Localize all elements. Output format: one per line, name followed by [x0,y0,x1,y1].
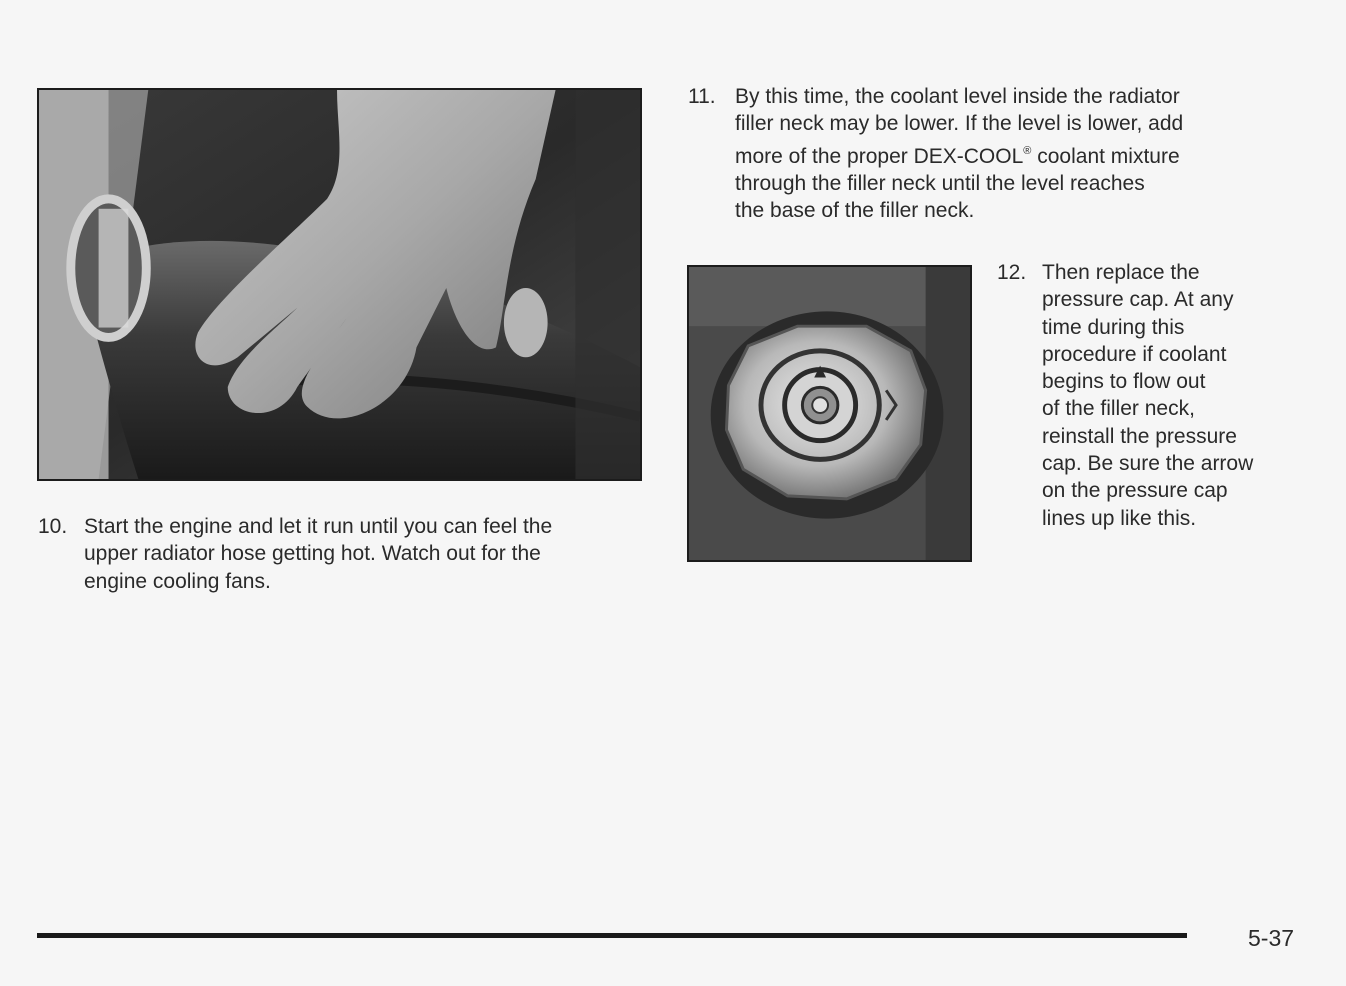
step-line: the base of the filler neck. [735,199,975,223]
step-number: 12. [997,261,1027,284]
step-text [1042,259,1327,532]
step-text [84,513,638,595]
pressure-cap-image [689,267,970,560]
step-line-continued: coolant mixture [1037,144,1180,168]
step-line: time during this [1042,315,1185,339]
step-line: begins to flow out [1042,370,1206,394]
step-12 [997,259,1327,532]
registered-mark: ® [1023,144,1032,157]
step-line: cap. Be sure the arrow [1042,452,1254,476]
step-line: Then replace the [1042,261,1200,284]
step-line: procedure if coolant [1042,342,1227,366]
step-10 [38,513,638,595]
step-line: pressure cap. At any [1042,288,1234,312]
pressure-cap-photo [687,265,972,562]
step-line: filler neck may be lower. If the level is lower, add [735,112,1184,136]
step-line: engine cooling fans. [84,569,271,593]
step-line: Start the engine and let it run until you can feel the [84,515,553,538]
step-line-with-trademark [735,138,1308,170]
step-number: 10. [38,515,68,538]
step-line: on the pressure cap [1042,479,1228,503]
step-line: of the filler neck, [1042,397,1195,421]
product-name: more of the proper DEX-COOL [735,144,1024,168]
step-line: through the filler neck until the level reaches [735,171,1145,195]
step-line: reinstall the pressure [1042,424,1237,448]
step-number: 11. [688,85,716,108]
footer-rule [37,933,1187,938]
step-line: upper radiator hose getting hot. Watch out for the [84,542,541,566]
page-number: 5-37 [1248,925,1295,951]
radiator-hose-photo [37,88,642,481]
step-line: lines up like this. [1042,506,1197,530]
step-11 [688,83,1308,224]
step-line: By this time, the coolant level inside the radiator [735,85,1180,108]
hand-on-hose-image [39,90,640,479]
step-text [735,83,1308,224]
